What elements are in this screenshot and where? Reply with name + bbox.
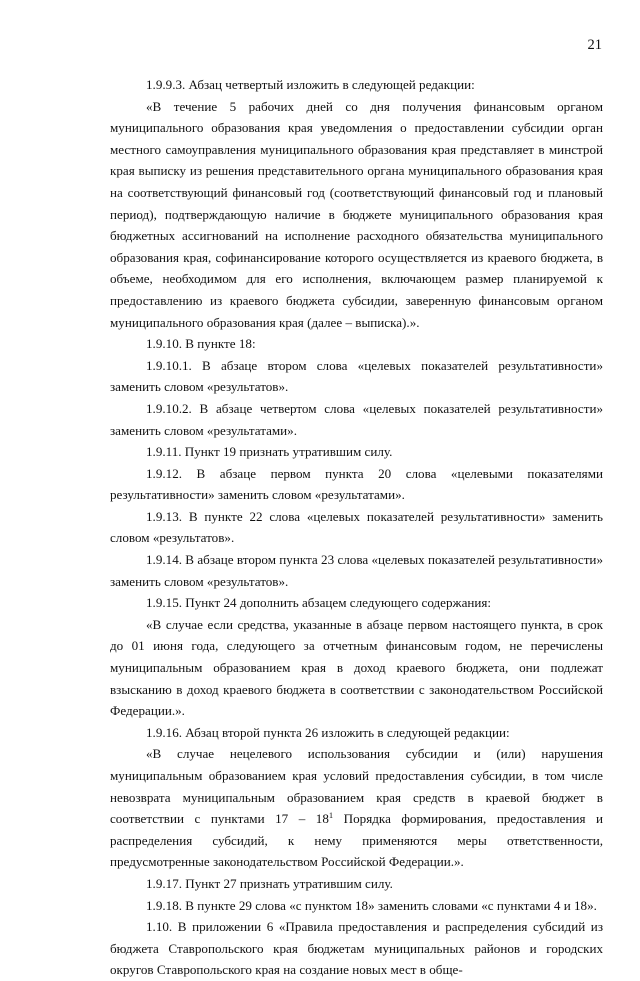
paragraph-quote-netselevoe-part-2: Порядка формирования, предоставления и распределения субсидий, к нему применяются меры ответственности, предусмотренные законодательством Российской Федерации.». [110,811,603,870]
superscript-1: 1 [328,810,334,821]
paragraph-quote-vzyskanie: «В случае если средства, указанные в абзаце первом настоящего пункта, в срок до 01 июня года, следующего за отчетным финансовым годом, не перечислены муниципальным образованием края в доход краевого бюджета, они подлежат взысканию в доход краевого бюджета в соответствии с законодательством Российской Федерации.». [110,616,603,719]
paragraph-1-9-10-1: 1.9.10.1. В абзаце втором слова «целевых показателей результативности» заменить словом «результатов». [110,357,603,395]
paragraph-1-9-10: 1.9.10. В пункте 18: [146,336,256,352]
paragraph-quote-netselevoe [110,743,603,873]
paragraph-1-9-14: 1.9.14. В абзаце втором пункта 23 слова «целевых показателей результативности» заменить словом «результатов». [110,552,603,589]
paragraph-1-9-17: 1.9.17. Пункт 27 признать утратившим силу. [146,875,393,891]
paragraph-quote-vypiska: «В течение 5 рабочих дней со дня получения финансовым органом муниципального образования края уведомления о предоставлении субсидии орган местного самоуправления муниципального образования края представляет в минстрой края выписку из решения представительного органа муниципального образования края на соответствующий финансовый год (соответствующий финансовый год и плановый период), подтверждающую наличие в бюджете муниципального образования края бюджетных ассигнований на исполнение расходного обязательства муниципального образования края, софинансирование которого осуществляется из краевого бюджета, в объеме, необходимом для его исполнения, включающем размер планируемой к предоставлению из краевого бюджета субсидии, заверенную финансовым органом муниципального образования края (далее – выписка).». [110,98,603,330]
paragraph-1-9-16: 1.9.16. Абзац второй пункта 26 изложить в следующей редакции: [146,724,510,740]
paragraph-1-10: 1.10. В приложении 6 «Правила предоставления и распределения субсидий из бюджета Ставропольского края бюджетам муниципальных районов и городских округов Ставропольского края на создание новых мест в обще- [110,919,603,978]
paragraph-1-9-13: 1.9.13. В пункте 22 слова «целевых показателей результативности» заменить словом «результатов». [110,508,603,546]
paragraph-1-9-15: 1.9.15. Пункт 24 дополнить абзацем следующего содержания: [146,595,492,611]
document-body [110,74,603,981]
paragraph-quote-netselevoe-part-1: «В случае нецелевого использования субсидии и (или) нарушения муниципальным образованием края условий предоставления субсидии, в том числе невозврата муниципальным образованием края средств в краевой бюджет в соответствии с пунктами 17 – 18 [110,746,603,827]
page-number: 21 [587,37,602,53]
paragraph-1-9-12: 1.9.12. В абзаце первом пункта 20 слова «целевыми показателями результативности» заменить словом «результатами». [110,465,603,503]
paragraph-1-9-10-2: 1.9.10.2. В абзаце четвертом слова «целевых показателей результативности» заменить словом «результатами». [110,400,603,438]
paragraph-1-9-18: 1.9.18. В пункте 29 слова «с пунктом 18» заменить словами «с пунктами 4 и 18». [146,897,597,913]
paragraph-1-9-11: 1.9.11. Пункт 19 признать утратившим силу. [146,444,393,460]
paragraph-1-9-9-3: 1.9.9.3. Абзац четвертый изложить в следующей редакции: [146,77,475,92]
